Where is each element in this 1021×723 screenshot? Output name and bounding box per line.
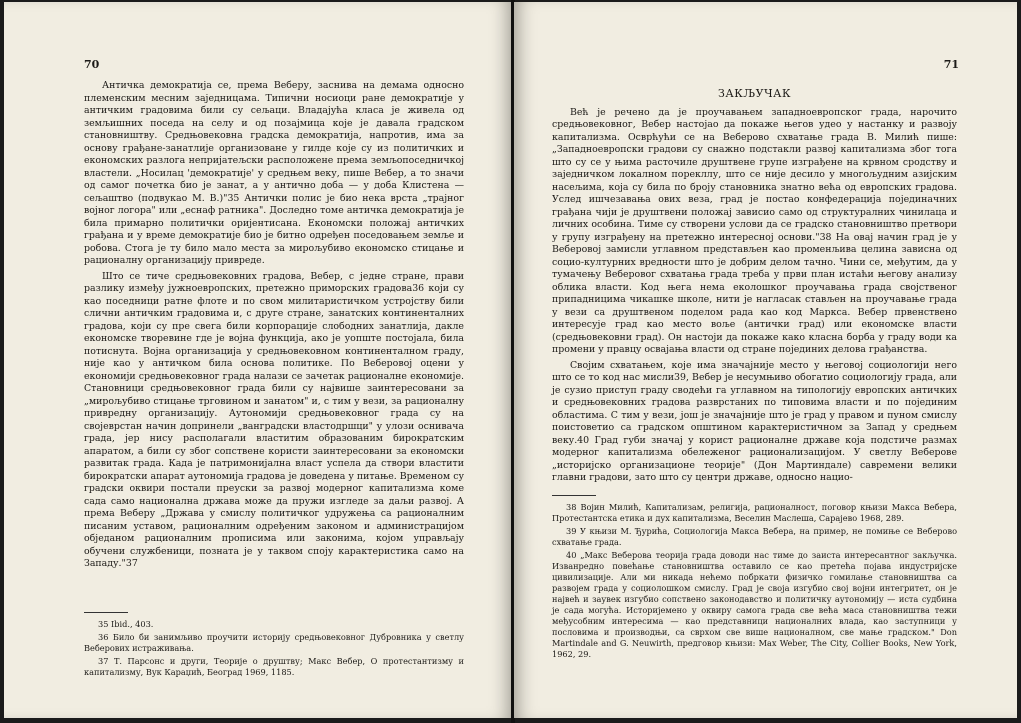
- right-body-text: [552, 76, 957, 660]
- left-body-text: [84, 80, 464, 571]
- page-number-left: 70: [84, 58, 100, 71]
- footnote-rule: [84, 612, 128, 613]
- footnote-rule: [552, 495, 596, 496]
- paragraph: Што се тиче средњовековних градова, Вебер, с једне стране, прави разлику између јужноевропских, претежно приморских градова36 који су као поседници ратне флоте и по свом милитаристичком устројству били слични античким градовима и, с друге стране, занатских континенталних градова, који су пре свега били корпорације слободних занатлија, дакле економске творевине где је војна функција, ако је уопште постојала, била потиснута. Војна организација у средњовековном континенталном граду, није као у античком била основа политике. По Веберовој оцени у економији средњовековног града налази се зачетак рационалне економије. Становници средњовековног града били су највише заинтересовани за „мирољубиво стицање трговином и занатом" и, с тим у вези, за рационалну привредну организацију. Аутономији средњовековног града су на својеврстан начин допринели „ванградски властодршци" у улози оснивача града, јер нису располагали властитим образованим бирократским апаратом, а били су због сопствене користи заинтересовани за економски развитак града. Када је патримонијална власт успела да створи властити бирократски апарат аутономија градова је доведена у питање. Временом су градски оквири постали преуски за развој модерног капитализма коме сада само национална држава може да пружи изгледе за даљи развој. А према Веберу „Држава у смислу политичког удружења са рационалним писаним уставом, рационалним одређеним законом и администрацијом обједаном рационалним прописима или законима, којом управљају обучени службеници, позната је у таквом споју карактеристика само на Западу."37: [84, 270, 464, 569]
- left-page: [4, 2, 512, 718]
- chapter-title: ЗАКЉУЧАК: [718, 87, 791, 100]
- footnote: 35 Ibid., 403.: [98, 619, 154, 629]
- right-page: [514, 2, 1017, 718]
- footnote: 40 „Макс Веберова теорија града доводи нас тиме до заиста интересантног закључка. Изванредно повећање становништва оставило се као претећа појава индустријске цивилизације. Али ми никада нећемо побркати физичко гомилање становништва са развојем града у социолошком смислу. Град је своја изгубио свој војни интегритет, он је највећ и заувек изгубио сопствено законодавство и политичку аутономију — иста судбина је сада могућа. Историјемено у оквиру самога града све већа маса становништва тежи међусобним интересима — као представници националних влада, као заступници у пословима и производњи, са сврхом све више националном, све мање градском." Don Martindale and G. Neuwirth, предговор књизи: Max Weber, The City, Collier Books, New York, 1962, 29.: [552, 549, 957, 659]
- right-footnotes: [552, 495, 957, 660]
- footnote: 39 У књизи М. Ђурића, Социологија Макса Вебера, на пример, не помиње се Веберово схватање града.: [552, 525, 957, 547]
- footnote: 36 Било би занимљиво проучити историју средњовековног Дубровника у светлу Веберових истраживања.: [84, 632, 464, 653]
- page-number-right: 71: [943, 58, 959, 71]
- footnote: 38 Војин Милић, Капитализам, религија, рационалност, поговор књизи Макса Вебера, Протестантска етика и дух капитализма, Веселин Маслеша, Сарајево 1968, 289.: [552, 501, 957, 523]
- paragraph: Својим схватањем, које има значајније место у његовој социологији него што се то код нас мисли39, Вебер је несумњиво обогатио социологију града, али је сузио приступ граду сводећи га углавном на типологију европских античких и средњовековних градова разврстаних по типовима власти и по појединим областима. С тим у вези, још је значајније што је град у правом и пуном смислу поистоветио са градском општином карактеристичном за Запад у средњем веку.40 Град губи значај у корист рационалне државе која подстиче размах модерног капитализма обележеног рационализацијом. У светлу Веберове „историјско организационе теорије" (Дон Мартиндале) савремени велики главни градови, зато што су центри државе, односно нацио-: [552, 359, 957, 483]
- left-footnotes: [84, 602, 464, 678]
- paragraph: Античка демократија се, према Веберу, заснива на демама односно племенским месним заједницама. Типични носиоци ране демократије у античким градовима били су сељаци. Владајућа класа је живела од земљишних поседа на селу и од позајмица које је давала градском становништву. Средњовековна градска демократија, напротив, има за основу грађане-занатлије организоване у гилде које су из политичких и економских разлога непријатељски расположене према земљопоседничкој властели. „Носилац 'демократије' у средњем веку, пише Вебер, а то значи од самог почетка био је занат, а у антично доба — у доба Клистена — сељаштво (подвукао М. В.)"35 Антички полис је био нека врста „трајног војног логора" или „еснаф ратника". Доследно томе античка демократија је била примарно политички оријентисана. Економски положај античких грађана и у време демократије био је битно одређен поседовањем земље и робова. Стога је ту било мало места за мирољубиво економско стицање и рационалну организацију привреде.: [84, 80, 464, 266]
- footnote: 37 Т. Парсонс и други, Теорије о друштву; Макс Вебер, О протестантизму и капитализму, Вук Караџић, Београд 1969, 1185.: [84, 656, 464, 677]
- paragraph: Већ је речено да је проучавањем западноевропског града, нарочито средњовековног, Вебер настојао да покаже његов удео у настанку и развоју капитализма. Осврћући се на Веберово схватање града В. Милић пише: „Западноевропски градови су снажно подстакли развој капитализма због тога што су се у њима расточиле друштвене групе изграђене на крвном сродству и заједничком локалном порекллу, што се није десило у многољудним азијским насељима, која су била по броју становника знатно већа од европских градова. Услед ишчезавања ових веза, град је постао конфедерација појединачних грађана чији је друштвени положај зависио само од структуралних чинилаца и личних особина. Тиме су створени услови да се градско становништво претвори у групу изграђену на претежно интересној основи."38 На овај начин град је у Веберовој замисли углавном представљен као променљива целина зависна од социо-културних вредности што је добрим делом тачно. Чини се, међутим, да у тумачењу Веберовог схватања града треба у први план истаћи његову анализу облика власти. Код њега нема еколошког проучавања града својственог припадницима чикашке школе, нити је нагласак стављен на проучавање града у вези са друштвеном поделом рада као код Маркса. Вебер првенствено интересује град као место воље (антички град) или економске власти (средњовековни град). Он настоји да покаже како класна борба у граду води ка промени у правцу освајања власти од стране појединих делова грађанства.: [552, 106, 957, 355]
